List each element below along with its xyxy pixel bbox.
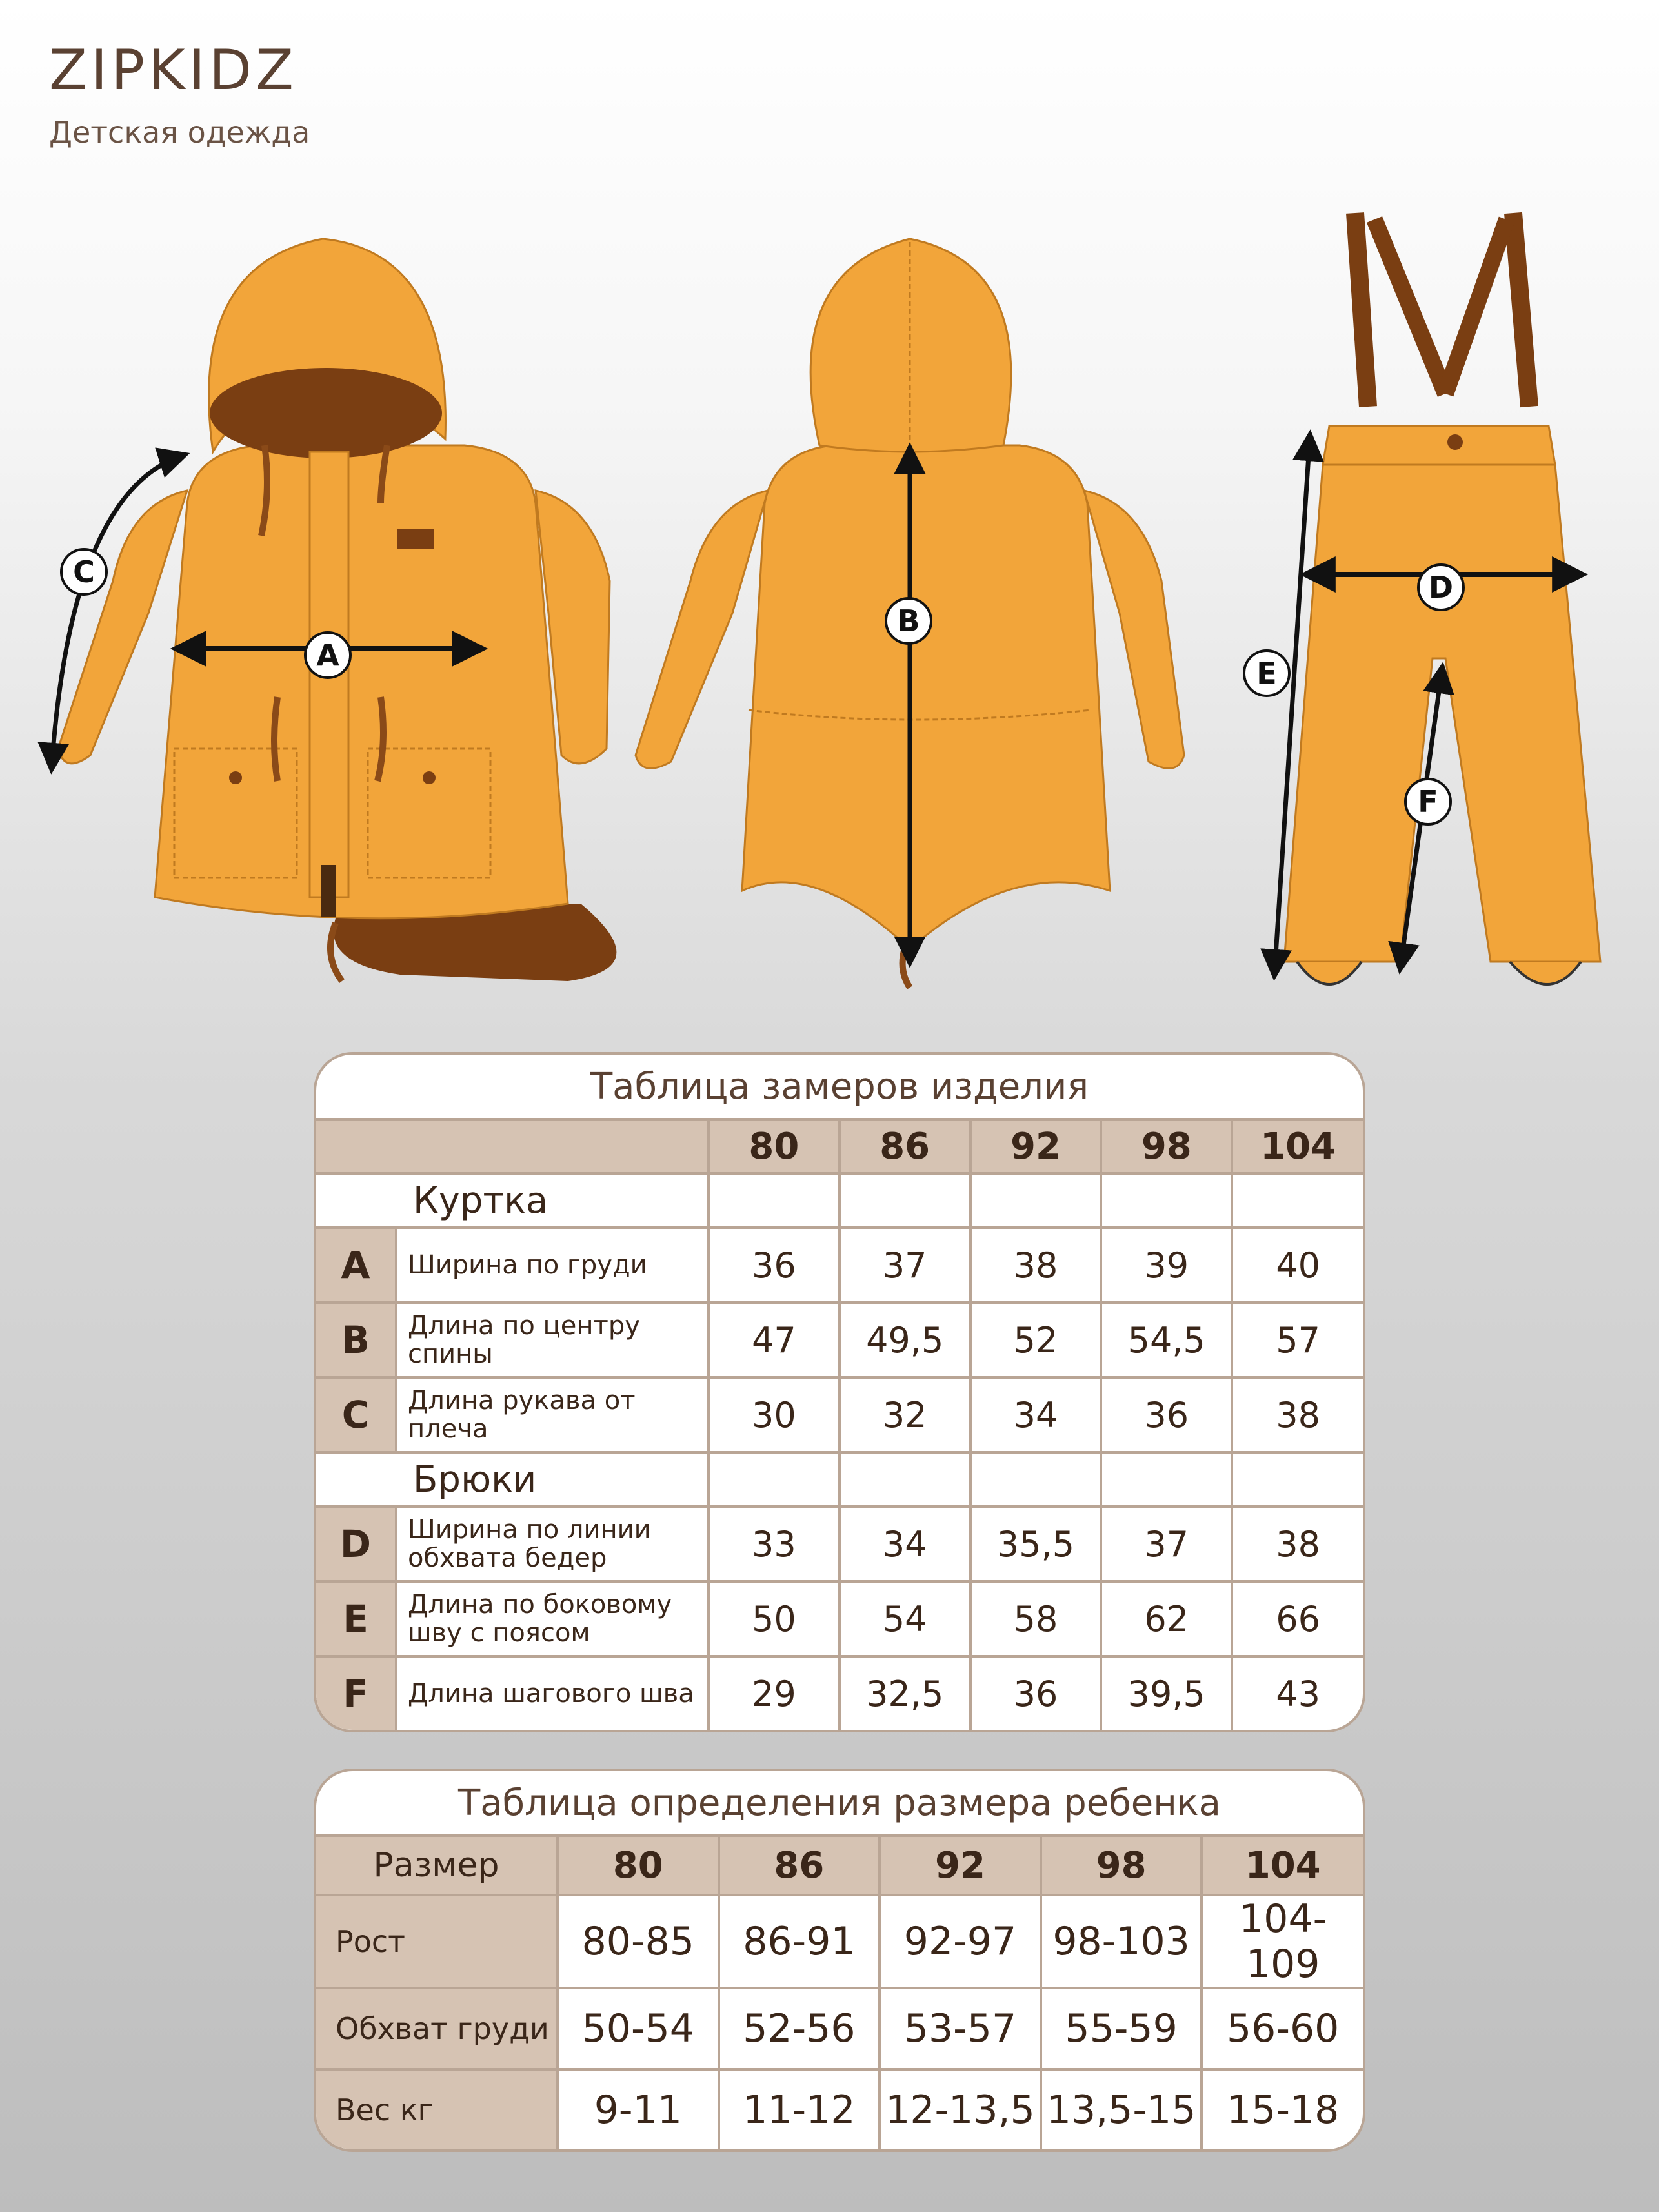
svg-text:F: F [1418, 784, 1438, 819]
svg-text:D: D [1428, 570, 1454, 605]
cell: 38 [970, 1228, 1101, 1303]
row-letter: C [316, 1377, 396, 1452]
cell: 52 [970, 1303, 1101, 1377]
table-row [316, 1507, 1363, 1581]
row-label: Обхват груди [316, 1988, 558, 2069]
size-header: 104 [1202, 1837, 1363, 1895]
table-row [316, 1303, 1363, 1377]
cell: 43 [1232, 1656, 1363, 1730]
size-header: 92 [880, 1837, 1041, 1895]
cell: 56-60 [1202, 1988, 1363, 2069]
cell: 32 [840, 1377, 970, 1452]
size-table-title: Таблица определения размера ребенка [316, 1771, 1363, 1837]
cell: 34 [840, 1507, 970, 1581]
table-row [316, 1895, 1363, 1988]
size-header-label: Размер [316, 1837, 558, 1895]
row-letter: A [316, 1228, 396, 1303]
size-header: 80 [558, 1837, 719, 1895]
row-label: Ширина по груди [396, 1228, 709, 1303]
cell: 9-11 [558, 2069, 719, 2149]
svg-text:E: E [1256, 656, 1277, 691]
cell: 80-85 [558, 1895, 719, 1988]
cell: 104-109 [1202, 1895, 1363, 1988]
size-header: 92 [970, 1121, 1101, 1173]
cell: 12-13,5 [880, 2069, 1041, 2149]
row-letter: D [316, 1507, 396, 1581]
row-label: Ширина по линии обхвата бедер [396, 1507, 709, 1581]
cell: 58 [970, 1581, 1101, 1656]
label-c [61, 549, 106, 594]
cell: 37 [1101, 1507, 1232, 1581]
label-b [886, 598, 931, 644]
cell: 55-59 [1041, 1988, 1202, 2069]
cell: 98-103 [1041, 1895, 1202, 1988]
label-e [1244, 651, 1289, 696]
size-header: 80 [709, 1121, 840, 1173]
size-header: 104 [1232, 1121, 1363, 1173]
cell: 50-54 [558, 1988, 719, 2069]
label-d [1418, 565, 1463, 610]
cell: 52-56 [719, 1988, 880, 2069]
brand-subtitle: Детская одежда [49, 115, 310, 150]
cell: 33 [709, 1507, 840, 1581]
row-label: Рост [316, 1895, 558, 1988]
cell: 53-57 [880, 1988, 1041, 2069]
label-f [1405, 779, 1451, 824]
size-header-row [316, 1837, 1363, 1895]
cell: 39,5 [1101, 1656, 1232, 1730]
size-header: 98 [1101, 1121, 1232, 1173]
cell: 11-12 [719, 2069, 880, 2149]
cell: 38 [1232, 1507, 1363, 1581]
row-label: Длина рукава от плеча [396, 1377, 709, 1452]
table-row [316, 1228, 1363, 1303]
row-label: Длина по центру спины [396, 1303, 709, 1377]
svg-text:B: B [897, 604, 920, 638]
cell: 40 [1232, 1228, 1363, 1303]
section-row-jacket [316, 1173, 1363, 1228]
row-letter: F [316, 1656, 396, 1730]
cell: 54 [840, 1581, 970, 1656]
cell: 47 [709, 1303, 840, 1377]
section-row-trousers [316, 1452, 1363, 1507]
cell: 92-97 [880, 1895, 1041, 1988]
cell: 32,5 [840, 1656, 970, 1730]
measure-table-title: Таблица замеров изделия [316, 1055, 1363, 1121]
table-row [316, 1377, 1363, 1452]
cell: 36 [970, 1656, 1101, 1730]
cell: 29 [709, 1656, 840, 1730]
cell: 30 [709, 1377, 840, 1452]
brand-name: ZIPKIDZ [49, 38, 298, 103]
section-label: Брюки [316, 1452, 709, 1507]
size-table [316, 1837, 1363, 2149]
row-letter: B [316, 1303, 396, 1377]
size-table-card [314, 1769, 1365, 2152]
cell: 62 [1101, 1581, 1232, 1656]
cell: 37 [840, 1228, 970, 1303]
table-row [316, 1988, 1363, 2069]
table-row [316, 2069, 1363, 2149]
cell: 57 [1232, 1303, 1363, 1377]
row-label: Длина по боковому шву с поясом [396, 1581, 709, 1656]
cell: 34 [970, 1377, 1101, 1452]
measure-table-card [314, 1052, 1365, 1732]
jacket-front-illustration [52, 239, 616, 981]
cell: 49,5 [840, 1303, 970, 1377]
garment-illustrations [0, 0, 1659, 1033]
table-row [316, 1581, 1363, 1656]
size-header: 86 [719, 1837, 880, 1895]
cell: 50 [709, 1581, 840, 1656]
row-label: Вес кг [316, 2069, 558, 2149]
row-label: Длина шагового шва [396, 1656, 709, 1730]
label-a [305, 633, 350, 678]
measure-table [316, 1121, 1363, 1730]
cell: 38 [1232, 1377, 1363, 1452]
cell: 13,5-15 [1041, 2069, 1202, 2149]
svg-text:C: C [73, 554, 95, 589]
cell: 54,5 [1101, 1303, 1232, 1377]
cell: 15-18 [1202, 2069, 1363, 2149]
header-blank-cell [316, 1121, 709, 1173]
cell: 35,5 [970, 1507, 1101, 1581]
cell: 86-91 [719, 1895, 880, 1988]
section-label: Куртка [316, 1173, 709, 1228]
size-header: 98 [1041, 1837, 1202, 1895]
table-row [316, 1656, 1363, 1730]
cell: 66 [1232, 1581, 1363, 1656]
row-letter: E [316, 1581, 396, 1656]
cell: 36 [709, 1228, 840, 1303]
svg-text:A: A [316, 638, 339, 673]
measure-header-row [316, 1121, 1363, 1173]
cell: 36 [1101, 1377, 1232, 1452]
cell: 39 [1101, 1228, 1232, 1303]
size-header: 86 [840, 1121, 970, 1173]
